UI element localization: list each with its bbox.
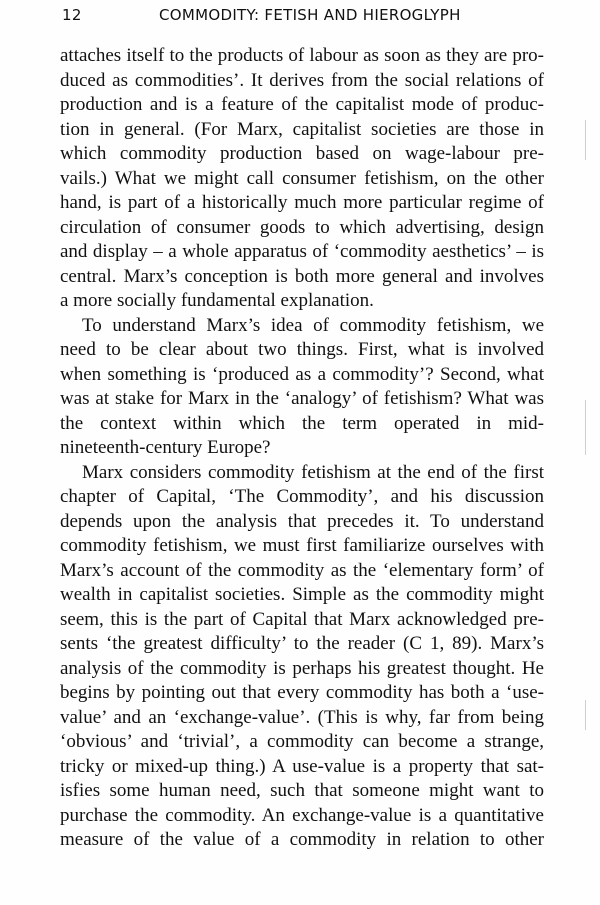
- paragraph: [60, 44, 544, 314]
- text-line: Marx’s account of the commodity as the ‘elementary form’ of: [60, 559, 544, 581]
- paragraph: [60, 461, 544, 853]
- text-line: chapter of Capital, ‘The Commodity’, and his discussion: [60, 486, 544, 507]
- text-line: production and is a feature of the capitalist mode of produc-: [60, 94, 544, 115]
- text-line: Marx considers commodity fetishism at the end of the first: [82, 461, 544, 483]
- text-line: isfies some human need, such that someone might want to: [60, 780, 544, 801]
- text-line: was at stake for Marx in the ‘analogy’ of fetishism? What was: [60, 388, 544, 409]
- text-line: central. Marx’s conception is both more general and involves: [60, 265, 544, 287]
- page-edge-shadow: [585, 120, 586, 160]
- text-line: begins by pointing out that every commodity has both a ‘use-: [60, 682, 544, 703]
- text-line: circulation of consumer goods to which advertising, design: [60, 216, 544, 238]
- text-line: analysis of the commodity is perhaps his greatest thought. He: [60, 657, 544, 679]
- running-head: [62, 6, 544, 28]
- text-line: sents ‘the greatest difficulty’ to the reader (C 1, 89). Marx’s: [60, 633, 544, 654]
- body-text: [60, 44, 544, 853]
- text-line: purchase the commodity. An exchange-value is a quantitative: [60, 804, 544, 826]
- text-line: value’ and an ‘exchange-value’. (This is why, far from being: [60, 706, 544, 728]
- text-line: wealth in capitalist societies. Simple as the commodity might: [60, 584, 544, 605]
- text-line: To understand Marx’s idea of commodity fetishism, we: [82, 314, 544, 336]
- text-line: measure of the value of a commodity in relation to other: [60, 829, 544, 850]
- text-line: duced as commodities’. It derives from the social relations of: [60, 69, 544, 91]
- text-line: ‘obvious’ and ‘trivial’, a commodity can become a strange,: [60, 731, 544, 752]
- text-line: tricky or mixed-up thing.) A use-value is a property that sat-: [60, 755, 544, 777]
- text-line: seem, this is the part of Capital that Marx acknowledged pre-: [60, 608, 544, 630]
- text-line: vails.) What we might call consumer fetishism, on the other: [60, 167, 544, 189]
- text-line: the context within which the term operated in mid-: [60, 412, 544, 434]
- text-line: nineteenth-century Europe?: [60, 437, 271, 458]
- text-line: attaches itself to the products of labour as soon as they are pro-: [60, 45, 544, 66]
- page-edge-shadow: [585, 700, 586, 730]
- running-head-title: COMMODITY: FETISH AND HIEROGLYPH: [159, 6, 461, 24]
- text-line: need to be clear about two things. First, what is involved: [60, 339, 544, 360]
- text-line: tion in general. (For Marx, capitalist societies are those in: [60, 118, 544, 140]
- page-number: 12: [62, 6, 82, 24]
- text-line: hand, is part of a historically much more particular regime of: [60, 192, 544, 213]
- text-line: when something is ‘produced as a commodity’? Second, what: [60, 363, 544, 385]
- text-line: depends upon the analysis that precedes it. To understand: [60, 510, 544, 532]
- text-line: and display – a whole apparatus of ‘commodity aesthetics’ – is: [60, 241, 544, 262]
- text-line: commodity fetishism, we must first familiarize ourselves with: [60, 535, 544, 556]
- text-line: which commodity production based on wage-labour pre-: [60, 143, 544, 164]
- paragraph: [60, 314, 544, 461]
- page-edge-shadow: [585, 400, 586, 455]
- text-line: a more socially fundamental explanation.: [60, 290, 374, 311]
